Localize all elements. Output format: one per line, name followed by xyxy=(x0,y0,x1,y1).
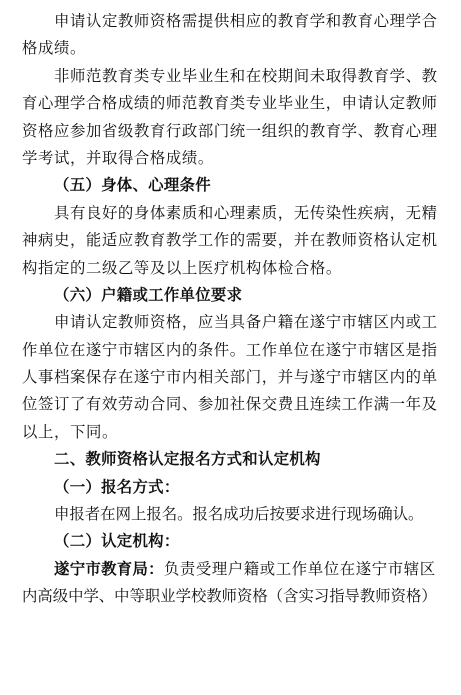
paragraph-line: 学考试，并取得合格成绩。 xyxy=(22,148,214,167)
section-heading: （二）认定机构： xyxy=(54,532,180,551)
paragraph-line-with-lead xyxy=(22,556,437,583)
paragraph-line: 资格应参加省级教育行政部门统一组织的教育学、教育心理 xyxy=(22,121,437,140)
section-heading: （六）户籍或工作单位要求 xyxy=(54,285,243,304)
paragraph-line: 申请认定教师资格，应当具备户籍在遂宁市辖区内或工 xyxy=(54,313,437,332)
paragraph-text: 负责受理户籍或工作单位在遂宁市辖区 xyxy=(163,559,436,578)
paragraph-line: 神病史，能适应教育教学工作的需要，并在教师资格认定机 xyxy=(22,231,437,250)
paragraph-line: 格成绩。 xyxy=(22,39,86,58)
section-heading: （一）报名方式： xyxy=(54,477,180,496)
chapter-heading: 二、教师资格认定报名方式和认定机构 xyxy=(54,450,321,469)
paragraph-line: 非师范教育类专业毕业生和在校期间未取得教育学、教 xyxy=(54,66,437,85)
paragraph-line: 申报者在网上报名。报名成功后按要求进行现场确认。 xyxy=(54,505,424,524)
paragraph-line: 以上，下同。 xyxy=(22,422,118,441)
paragraph-line: 申请认定教师资格需提供相应的教育学和教育心理学合 xyxy=(54,12,437,30)
section-heading: （五）身体、心理条件 xyxy=(54,176,211,195)
paragraph-line: 育心理学合格成绩的师范教育类专业毕业生，申请认定教师 xyxy=(22,94,437,113)
paragraph-line: 具有良好的身体素质和心理素质，无传染性疾病，无精 xyxy=(54,203,437,222)
paragraph-line: 内高级中学、中等职业学校教师资格（含实习指导教师资格） xyxy=(22,587,437,606)
lead-in-label: 遂宁市教育局： xyxy=(54,559,164,578)
paragraph-line: 作单位在遂宁市辖区内的条件。工作单位在遂宁市辖区是指 xyxy=(22,340,437,359)
paragraph-line: 人事档案保存在遂宁市内相关部门，并与遂宁市辖区内的单 xyxy=(22,368,437,387)
paragraph-line: 位签订了有效劳动合同、参加社保交费且连续工作满一年及 xyxy=(22,395,437,414)
paragraph-line: 构指定的二级乙等及以上医疗机构体检合格。 xyxy=(22,258,342,277)
